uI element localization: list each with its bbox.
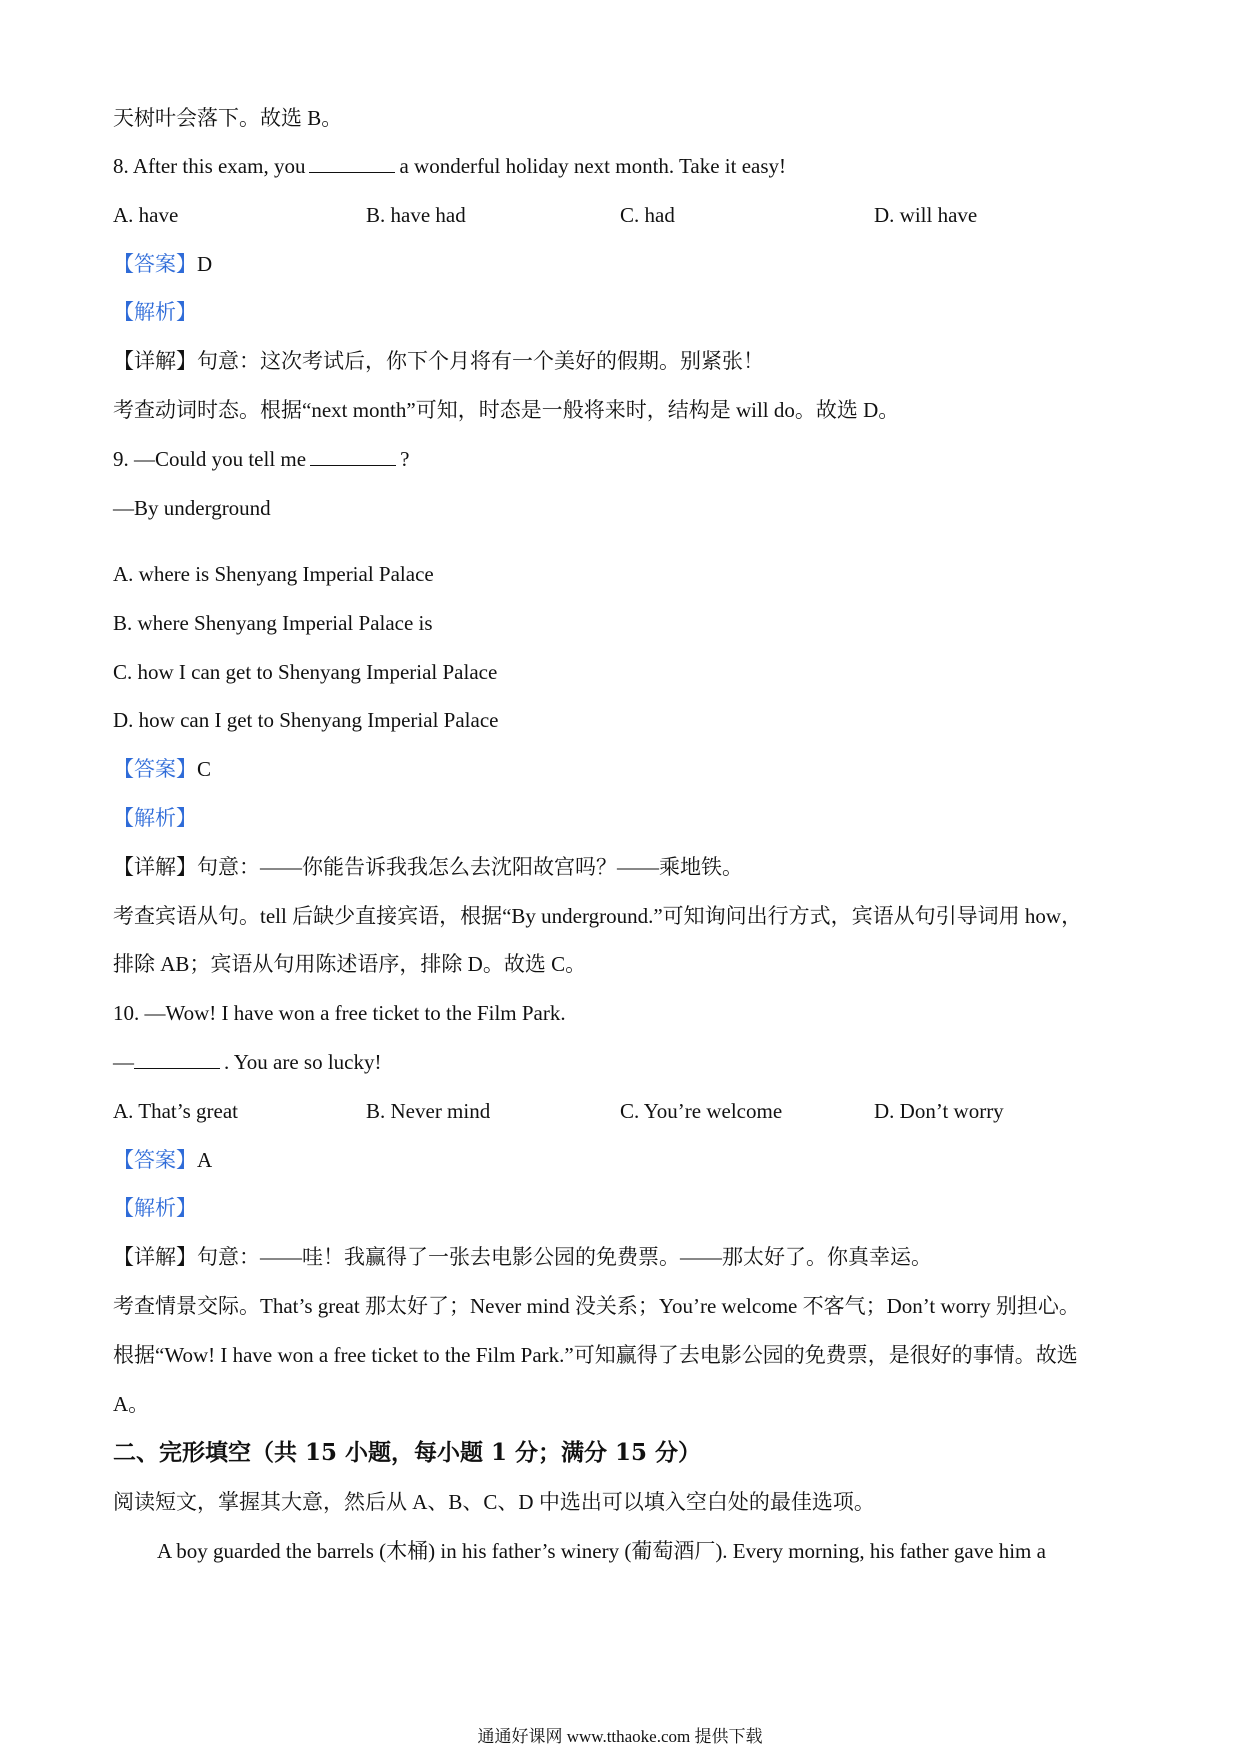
option-a: A. That’s great [113, 1099, 238, 1123]
section-instruction: 阅读短文，掌握其大意，然后从 A、B、C、D 中选出可以填入空白处的最佳选项。 [113, 1490, 875, 1514]
option-d: D. will have [874, 203, 978, 227]
option-a: A. have [113, 203, 179, 227]
answer-line [113, 755, 211, 783]
question-10: 10. —Wow! I have won a free ticket to the Film Park. [113, 1001, 566, 1025]
explanation-text: A。 [113, 1392, 150, 1416]
question-9 [113, 445, 409, 473]
response-text: . You are so lucky! [224, 1050, 382, 1074]
answer-label: 【答案】 [113, 252, 197, 276]
detail-label: 【详解】 [113, 1245, 197, 1269]
analysis-label: 【解析】 [113, 806, 197, 830]
page-footer: 通通好课网 www.tthaoke.com 提供下载 [477, 1727, 763, 1746]
section-heading: 二、完形填空（共 15 小题，每小题 1 分；满分 15 分） [113, 1439, 702, 1466]
question-text: 8. After this exam, you [113, 154, 306, 178]
explanation-text: 根据“Wow! I have won a free ticket to the Film Park.”可知赢得了去电影公园的免费票，是很好的事情。故选 [113, 1343, 1078, 1367]
answer-blank [310, 447, 396, 466]
detail-text: 句意：——你能告诉我我怎么去沈阳故宫吗？——乘地铁。 [197, 855, 743, 879]
text-line: 天树叶会落下。故选 B。 [113, 106, 343, 130]
option-b: B. Never mind [366, 1099, 491, 1123]
option-c: C. You’re welcome [620, 1099, 783, 1123]
option-c: C. how I can get to Shenyang Imperial Palace [113, 660, 498, 684]
explanation-text: 考查宾语从句。tell 后缺少直接宾语，根据“By underground.”可知询问出行方式，宾语从句引导词用 how， [113, 904, 1083, 928]
question-text: 9. —Could you tell me [113, 447, 307, 471]
response-dash: — [113, 1050, 134, 1074]
option-a: A. where is Shenyang Imperial Palace [113, 562, 434, 586]
detail-label: 【详解】 [113, 349, 197, 373]
answer-blank [309, 154, 395, 173]
response-line [113, 1048, 382, 1076]
answer-value: C [197, 757, 212, 781]
option-d: D. how can I get to Shenyang Imperial Palace [113, 708, 499, 732]
option-d: D. Don’t worry [874, 1099, 1004, 1123]
question-text: ? [400, 447, 410, 471]
answer-line [113, 250, 212, 278]
analysis-label: 【解析】 [113, 1196, 197, 1220]
question-text: a wonderful holiday next month. Take it easy! [399, 154, 787, 178]
response-text: —By underground [113, 496, 271, 520]
answer-blank [134, 1050, 220, 1069]
explanation-text: 考查动词时态。根据“next month”可知，时态是一般将来时，结构是 will do。故选 D。 [113, 398, 900, 422]
explanation-text: 考查情景交际。That’s great 那太好了；Never mind 没关系；You’re welcome 不客气；Don’t worry 别担心。 [113, 1294, 1080, 1318]
analysis-label: 【解析】 [113, 300, 197, 324]
detail-text: 句意：这次考试后，你下个月将有一个美好的假期。别紧张！ [197, 349, 764, 373]
passage-text: A boy guarded the barrels (木桶) in his father’s winery (葡萄酒厂). Every morning, his father gave him a [157, 1539, 1046, 1563]
option-c: C. had [620, 203, 675, 227]
detail-line [113, 1243, 932, 1271]
explanation-text: 排除 AB；宾语从句用陈述语序，排除 D。故选 C。 [113, 952, 587, 976]
option-b: B. where Shenyang Imperial Palace is [113, 611, 433, 635]
option-b: B. have had [366, 203, 466, 227]
answer-line [113, 1146, 212, 1174]
question-8 [113, 152, 786, 180]
detail-line [113, 347, 764, 375]
detail-text: 句意：——哇！我赢得了一张去电影公园的免费票。——那太好了。你真幸运。 [197, 1245, 932, 1269]
answer-label: 【答案】 [113, 1148, 197, 1172]
detail-label: 【详解】 [113, 855, 197, 879]
answer-value: D [197, 252, 213, 276]
detail-line [113, 853, 743, 881]
answer-label: 【答案】 [113, 757, 197, 781]
answer-value: A [197, 1148, 213, 1172]
